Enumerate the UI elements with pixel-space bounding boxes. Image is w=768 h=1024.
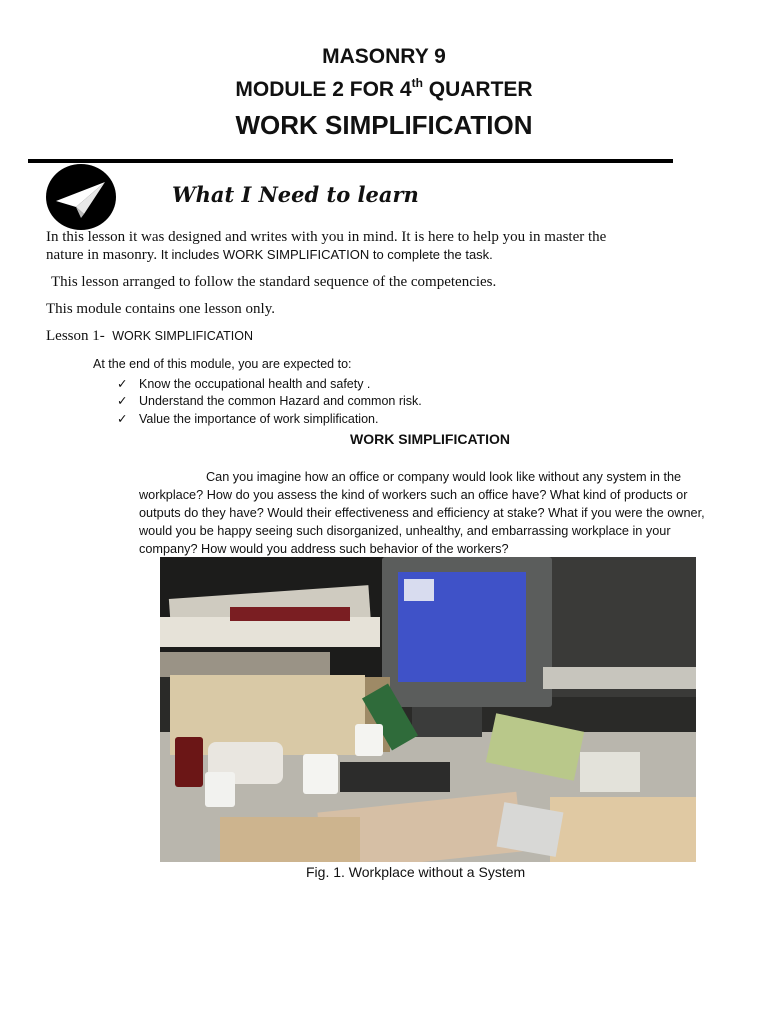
objective-item: ✓ Value the importance of work simplification. (117, 412, 379, 426)
module-text: This module contains one lesson only. (46, 301, 275, 317)
body-paragraph: Can you imagine how an office or company would look like without any system in the workplace? How do you assess the kind of workers such an office have? What kind of products or outputs do they have? Would their effectiveness and efficiency at stake? What if you were the owner, would you be happy seeing such disorganized, unhealthy, and embarrassing workplace in your company? How would you address such behavior of the workers? (139, 470, 705, 556)
objectives-intro: At the end of this module, you are expected to: (93, 357, 352, 371)
intro-line-1: In this lesson it was designed and writes with you in mind. It is here to help you in master the (46, 229, 607, 245)
subject-title: MASONRY 9 (322, 45, 446, 68)
page-title: WORK SIMPLIFICATION (235, 110, 533, 140)
section-heading: What I Need to learn (172, 182, 419, 207)
objective-item: ✓ Know the occupational health and safety . (117, 377, 371, 391)
module-title: MODULE 2 FOR 4th QUARTER (235, 76, 533, 101)
check-icon: ✓ (117, 412, 128, 426)
sequence-text: This lesson arranged to follow the standard sequence of the competencies. (51, 274, 497, 290)
intro-line-2: nature in masonry. It includes WORK SIMPLIFICATION to complete the task. (46, 247, 493, 263)
subheading: WORK SIMPLIFICATION (350, 431, 510, 447)
paper-plane-icon (46, 164, 116, 230)
check-icon: ✓ (117, 394, 128, 408)
header-divider (28, 159, 673, 163)
workplace-photo (160, 557, 696, 862)
objective-item: ✓ Understand the common Hazard and common risk. (117, 394, 422, 408)
lesson-line: Lesson 1- WORK SIMPLIFICATION (46, 328, 253, 344)
figure-caption: Fig. 1. Workplace without a System (306, 864, 526, 880)
check-icon: ✓ (117, 377, 128, 391)
